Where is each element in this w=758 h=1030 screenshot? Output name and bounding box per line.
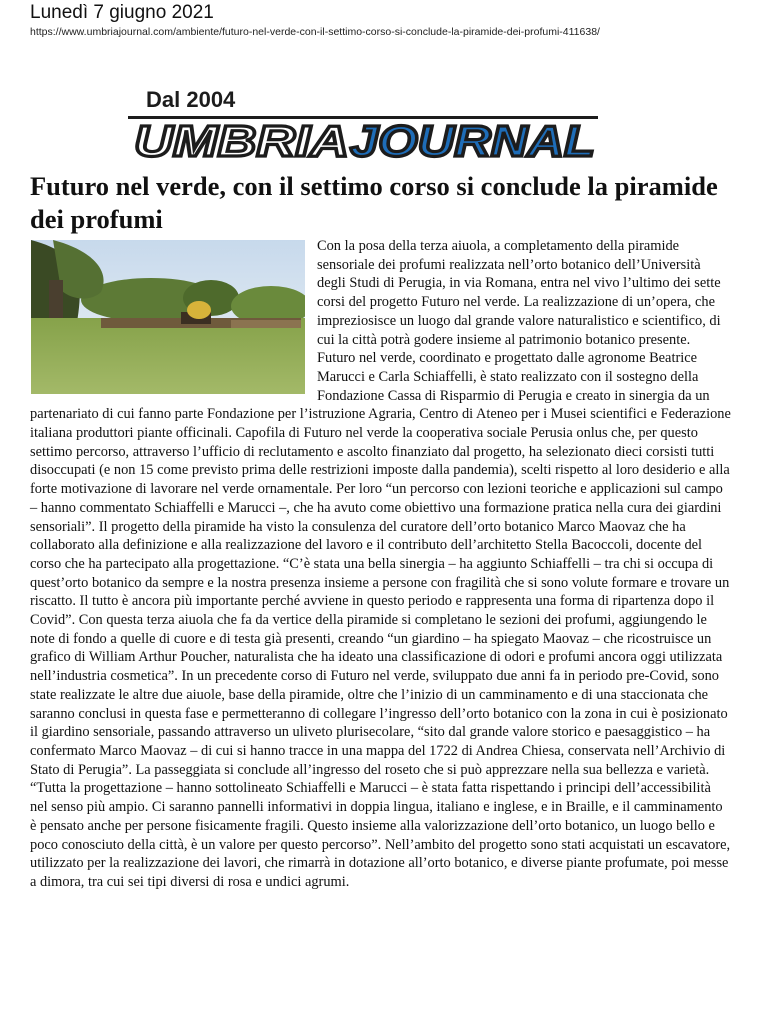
- source-url: https://www.umbriajournal.com/ambiente/futuro-nel-verde-con-il-settimo-corso-si-conclude-la-piramide-dei-profumi-411638/: [30, 26, 600, 38]
- article-body-container: [30, 237, 732, 892]
- logo-word-journal: JOURNAL: [350, 117, 595, 164]
- article-title: Futuro nel verde, con il settimo corso si conclude la piramide dei profumi: [30, 171, 718, 234]
- article-body: Con la posa della terza aiuola, a completamento della piramide sensoriale dei profumi realizzata nell’orto botanico dell’Università degli Studi di Perugia, in via Romana, entra nel vivo l’ultimo dei sette corsi del progetto Futuro nel verde. La realizzazione di un’opera, che impreziosisce un luogo dal grande valore naturalistico e scientifico, di cui la città potrà godere insieme al patrimonio botanico presente. Futuro nel verde, coordinato e progettato dalle agronome Beatrice Marucci e Carla Schiaffelli, è stato realizzato con il sostegno della Fondazione Cassa di Risparmio di Perugia e creato in sinergia da un partenariato di cui fanno parte Fondazione per l’istruzione Agraria, Centro di Ateneo per i Musei scientifici e Federazione italiana produttori piante officinali. Capofila di Futuro nel verde la cooperativa sociale Perusia onlus che, per questo settimo percorso, attraverso l’ufficio di reclutamento e ascolto finanziato dal progetto, ha selezionato dieci corsisti tutti disoccupati (e non 15 come previsto prima delle restrizioni imposte dalla pandemia), scelti rispetto al loro desiderio e alla forte motivazione di lavorare nel verde ornamentale. Per loro “un percorso con lezioni teoriche e applicazioni sul campo – hanno commentato Schiaffelli e Marucci –, che ha avuto come obiettivo una formazione pratica nella cura dei giardini sensoriali”. Il progetto della piramide ha visto la consulenza del curatore dell’orto botanico Marco Maovaz che ha collaborato alla definizione e alla realizzazione del lavoro e il contributo dell’architetto Stella Bacoccoli, docente del corso che ha partecipato alla progettazione. “C’è stata una bella sinergia – ha aggiunto Schiaffelli – tra chi si occupa di quest’orto botanico da sempre e la nostra presenza insieme a persone con fragilità che si sono volute formare e trovare un riscatto. Il tutto è ancora più importante perché avviene in questo periodo e rappresenta una forma di ripartenza dopo il Covid”. Con questa terza aiuola che fa da vertice della piramide si completano le sezioni dei profumi, aggiungendo le note di fondo a quelle di cuore e di testa già presenti, creando “un giardino – ha spiegato Maovaz – che ricostruisce un grafico di William Arthur Poucher, naturalista che ha ideato una classificazione di odori e profumi ancora oggi utilizzata nell’industria cosmetica”. In un precedente corso di Futuro nel verde, sviluppato due anni fa in periodo pre-Covid, sono state realizzate le altre due aiuole, base della piramide, oltre che l’inizio di un camminamento e di una staccionata che saranno conclusi in questa fase e permetteranno di collegare l’ingresso dell’orto botanico con la zona in cui è posizionato il giardino sensoriale, passando attraverso un uliveto plurisecolare, “sito dal grande valore storico e paesaggistico – ha confermato Marco Maovaz – di cui si hanno tracce in una mappa del 1722 di Andrea Chiesa, conservata nell’Archivio di Stato di Perugia”. La passeggiata si conclude all’ingresso del roseto che si può apprezzare nella sua bellezza e varietà. “Tutta la progettazione – hanno sottolineato Schiaffelli e Marucci – è stata fatta rispettando i principi dell’accessibilità nel senso più ampio. Ci saranno pannelli informativi in doppia lingua, italiano e inglese, e in Braille, e il camminamento è pensato anche per persone fisicamente fragili. Questo insieme alla valorizzazione dell’orto botanico, un luogo bello e poco conosciuto della città, è un valore per questo percorso”. Nell’ambito del progetto sono stati acquistati un escavatore, utilizzato per la realizzazione dei lavori, che rimarrà in dotazione all’orto botanico, e diverse piante profumate, poi messe a dimora, tra cui sei tipi diversi di rosa e undici agrumi.: [30, 238, 731, 890]
- photo-float-spacer: [30, 237, 317, 399]
- logo-tagline: Dal 2004: [146, 87, 236, 112]
- umbriajournal-logo: [128, 86, 598, 164]
- logo-word-umbria: UMBRIA: [134, 117, 349, 164]
- print-date: Lunedì 7 giugno 2021: [30, 2, 214, 23]
